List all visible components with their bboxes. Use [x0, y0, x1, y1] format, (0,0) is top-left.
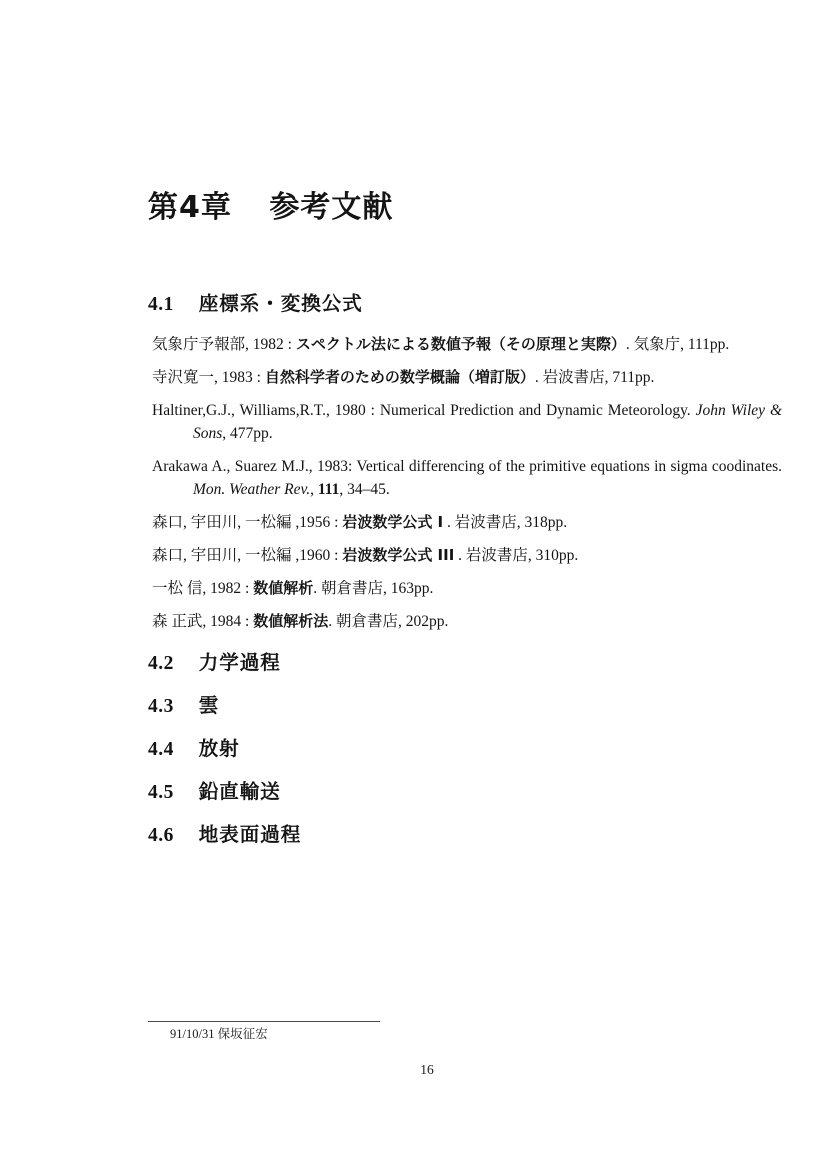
reference-segment: 岩波数学公式 III: [342, 546, 455, 564]
reference-entry: [152, 577, 782, 600]
reference-segment: 111: [317, 481, 340, 498]
section-number: 4.1: [148, 294, 174, 315]
section-heading-4-3: [148, 694, 782, 719]
section-title: 力学過程: [198, 651, 281, 674]
reference-segment: . 朝倉書店, 202pp.: [328, 613, 449, 630]
chapter-title: 参考文献: [269, 190, 394, 225]
reference-segment: 森口, 宇田川, 一松編 ,1956 :: [152, 514, 343, 531]
section-title: 雲: [198, 694, 220, 717]
section-heading-4-2: [148, 651, 782, 676]
reference-entry: [152, 511, 782, 534]
reference-segment: スペクトル法による数値予報（その原理と実際）: [295, 335, 626, 353]
section-number: 4.4: [148, 739, 174, 760]
reference-entry: [152, 333, 782, 356]
footnote-rule: [148, 1021, 380, 1022]
chapter-heading: [148, 0, 782, 226]
reference-segment: 岩波数学公式 I: [342, 513, 444, 531]
reference-segment: 森口, 宇田川, 一松編 ,1960 :: [152, 547, 343, 564]
section-heading-4-5: [148, 780, 782, 805]
reference-segment: , 477pp.: [222, 425, 273, 442]
section-title: 放射: [198, 737, 240, 760]
reference-segment: 数値解析法: [253, 612, 329, 630]
section-heading-4-6: [148, 823, 782, 848]
reference-segment: Arakawa A., Suarez M.J., 1983: Vertical differencing of the primitive equations in sigma coodinates.: [152, 458, 782, 475]
reference-entry: [152, 399, 782, 445]
section-title: 鉛直輸送: [198, 780, 281, 803]
reference-entry: [152, 544, 782, 567]
reference-entry: [152, 366, 782, 389]
section-title: 地表面過程: [198, 823, 302, 846]
text-block: [148, 0, 782, 848]
chapter-number: 第4章: [148, 190, 232, 225]
reference-segment: 数値解析: [253, 579, 314, 597]
section-number: 4.2: [148, 653, 174, 674]
reference-segment: 気象庁予報部, 1982 :: [152, 336, 296, 353]
section-number: 4.6: [148, 825, 174, 846]
reference-segment: Mon. Weather Rev.: [193, 481, 311, 498]
section-number: 4.5: [148, 782, 174, 803]
footnote-text: 91/10/31 保坂征宏: [170, 1027, 268, 1041]
page-number: 16: [420, 1062, 434, 1077]
reference-segment: . 岩波書店, 318pp.: [443, 514, 568, 531]
section-heading-4-1: [148, 292, 782, 317]
reference-segment: 森 正武, 1984 :: [152, 613, 254, 630]
reference-segment: ,: [310, 481, 318, 498]
reference-entry: [152, 455, 782, 501]
reference-segment: . 朝倉書店, 163pp.: [313, 580, 434, 597]
reference-segment: 一松 信, 1982 :: [152, 580, 254, 597]
reference-segment: 自然科学者のための数学概論（増訂版）: [264, 368, 535, 386]
section-number: 4.3: [148, 696, 174, 717]
reference-segment: . 気象庁, 111pp.: [625, 336, 730, 353]
reference-segment: John Wiley & Sons: [193, 402, 782, 442]
reference-entry: [152, 610, 782, 633]
reference-list: [148, 333, 782, 633]
reference-segment: . 岩波書店, 711pp.: [534, 369, 655, 386]
reference-segment: 寺沢寛一, 1983 :: [152, 369, 265, 386]
section-title: 座標系・変換公式: [198, 292, 363, 315]
reference-segment: , 34–45.: [339, 481, 390, 498]
section-heading-4-4: [148, 737, 782, 762]
reference-segment: . 岩波書店, 310pp.: [454, 547, 579, 564]
reference-segment: Haltiner,G.J., Williams,R.T., 1980 : Numerical Prediction and Dynamic Meteorology.: [152, 402, 696, 419]
